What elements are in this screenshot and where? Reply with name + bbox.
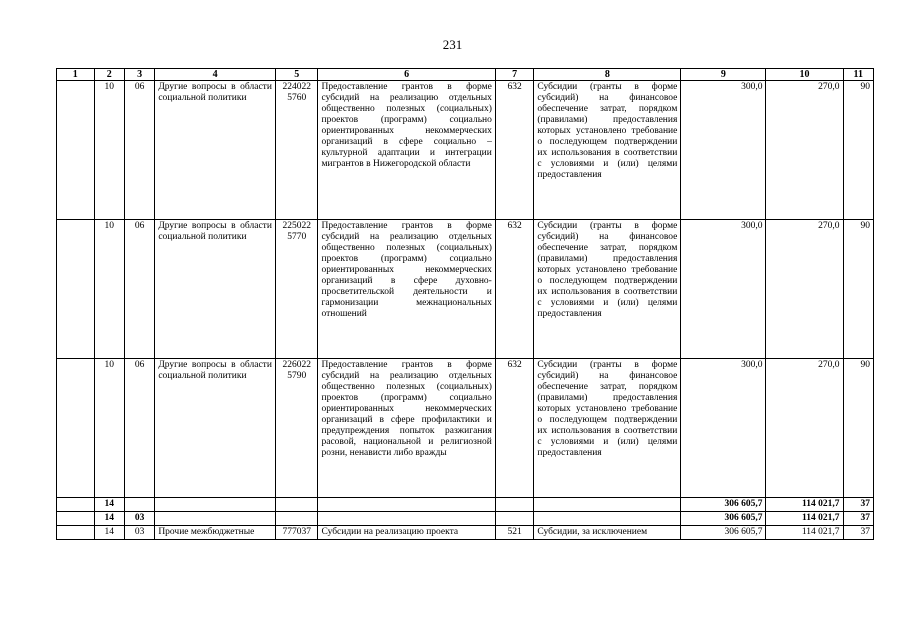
cell-section: 14 bbox=[94, 498, 124, 512]
cell-expense-name: Субсидии, за исключением bbox=[534, 526, 681, 540]
cell-subsection: 06 bbox=[124, 81, 154, 220]
cell-expense-name: Субсидии (гранты в форме субсидий) на финансовое обеспечение затрат, порядком (правилами) предоставления которых установлено требование о последующем подтверждении их использования в соответствии с условиями и (или) целями предоставления bbox=[534, 81, 681, 220]
cell-section: 14 bbox=[94, 526, 124, 540]
cell-percent: 90 bbox=[843, 220, 873, 359]
cell-subsection: 03 bbox=[124, 526, 154, 540]
cell-expense-name bbox=[534, 498, 681, 512]
cell-expense-name bbox=[534, 512, 681, 526]
cell-approved: 300,0 bbox=[681, 81, 766, 220]
cell-target-name: Субсидии на реализацию проекта bbox=[318, 526, 495, 540]
column-header: 1 bbox=[57, 69, 95, 81]
cell-section: 10 bbox=[94, 81, 124, 220]
column-header: 4 bbox=[155, 69, 276, 81]
cell-col1 bbox=[57, 220, 95, 359]
cell-target-name: Предоставление грантов в форме субсидий на реализацию отдельных общественно полезных (социальных) проектов (программ) социально ориентированных некоммерческих организаций в сфере социально – культурной адаптации и интеграции мигрантов в Нижегородской области bbox=[318, 81, 495, 220]
cell-expense-code: 521 bbox=[495, 526, 534, 540]
column-header: 9 bbox=[681, 69, 766, 81]
cell-subsection-name bbox=[155, 512, 276, 526]
cell-expense-code: 632 bbox=[495, 220, 534, 359]
cell-approved: 306 605,7 bbox=[681, 512, 766, 526]
column-header: 6 bbox=[318, 69, 495, 81]
table-row bbox=[57, 526, 874, 540]
cell-target-code bbox=[275, 498, 318, 512]
cell-section: 10 bbox=[94, 220, 124, 359]
cell-target-code: 226022 5790 bbox=[275, 359, 318, 498]
table-row bbox=[57, 220, 874, 359]
cell-section: 10 bbox=[94, 359, 124, 498]
cell-executed: 114 021,7 bbox=[766, 498, 843, 512]
cell-executed: 270,0 bbox=[766, 81, 843, 220]
subtotal-row bbox=[57, 512, 874, 526]
cell-approved: 300,0 bbox=[681, 220, 766, 359]
cell-target-code bbox=[275, 512, 318, 526]
column-header: 5 bbox=[275, 69, 318, 81]
cell-executed: 114 021,7 bbox=[766, 526, 843, 540]
table-row bbox=[57, 81, 874, 220]
cell-subsection-name: Другие вопросы в области социальной политики bbox=[155, 81, 276, 220]
cell-col1 bbox=[57, 81, 95, 220]
cell-expense-name: Субсидии (гранты в форме субсидий) на финансовое обеспечение затрат, порядком (правилами) предоставления которых установлено требование о последующем подтверждении их использования в соответствии с условиями и (или) целями предоставления bbox=[534, 359, 681, 498]
header-row bbox=[57, 69, 874, 81]
column-header: 10 bbox=[766, 69, 843, 81]
cell-percent: 90 bbox=[843, 81, 873, 220]
total-row bbox=[57, 498, 874, 512]
cell-expense-code bbox=[495, 512, 534, 526]
column-header: 3 bbox=[124, 69, 154, 81]
cell-approved: 300,0 bbox=[681, 359, 766, 498]
cell-expense-code bbox=[495, 498, 534, 512]
cell-target-code: 777037 bbox=[275, 526, 318, 540]
cell-col1 bbox=[57, 498, 95, 512]
column-header: 8 bbox=[534, 69, 681, 81]
cell-percent: 37 bbox=[843, 512, 873, 526]
cell-subsection: 06 bbox=[124, 220, 154, 359]
cell-col1 bbox=[57, 359, 95, 498]
page-number: 231 bbox=[442, 37, 463, 52]
cell-subsection-name: Другие вопросы в области социальной политики bbox=[155, 220, 276, 359]
cell-expense-code: 632 bbox=[495, 359, 534, 498]
cell-executed: 114 021,7 bbox=[766, 512, 843, 526]
cell-target-name bbox=[318, 498, 495, 512]
cell-subsection-name bbox=[155, 498, 276, 512]
cell-subsection: 06 bbox=[124, 359, 154, 498]
cell-section: 14 bbox=[94, 512, 124, 526]
column-header: 11 bbox=[843, 69, 873, 81]
cell-subsection: 03 bbox=[124, 512, 154, 526]
cell-subsection-name: Прочие межбюджетные bbox=[155, 526, 276, 540]
cell-target-name bbox=[318, 512, 495, 526]
cell-percent: 37 bbox=[843, 526, 873, 540]
cell-target-code: 224022 5760 bbox=[275, 81, 318, 220]
budget-table bbox=[56, 68, 874, 540]
cell-executed: 270,0 bbox=[766, 359, 843, 498]
column-header: 7 bbox=[495, 69, 534, 81]
cell-expense-code: 632 bbox=[495, 81, 534, 220]
cell-col1 bbox=[57, 526, 95, 540]
cell-target-code: 225022 5770 bbox=[275, 220, 318, 359]
cell-target-name: Предоставление грантов в форме субсидий на реализацию отдельных общественно полезных (социальных) проектов (программ) социально ориентированных некоммерческих организаций в сфере духовно-просветительской деятельности и гармонизации межнациональных отношений bbox=[318, 220, 495, 359]
column-header: 2 bbox=[94, 69, 124, 81]
cell-approved: 306 605,7 bbox=[681, 526, 766, 540]
cell-percent: 90 bbox=[843, 359, 873, 498]
cell-percent: 37 bbox=[843, 498, 873, 512]
cell-approved: 306 605,7 bbox=[681, 498, 766, 512]
cell-subsection bbox=[124, 498, 154, 512]
table-row bbox=[57, 359, 874, 498]
cell-executed: 270,0 bbox=[766, 220, 843, 359]
cell-col1 bbox=[57, 512, 95, 526]
cell-expense-name: Субсидии (гранты в форме субсидий) на финансовое обеспечение затрат, порядком (правилами) предоставления которых установлено требование о последующем подтверждении их использования в соответствии с условиями и (или) целями предоставления bbox=[534, 220, 681, 359]
cell-target-name: Предоставление грантов в форме субсидий на реализацию отдельных общественно полезных (социальных) проектов (программ) социально ориентированных некоммерческих организаций в сфере профилактики и предупреждения попыток разжигания расовой, национальной и религиозной розни, ненависти либо вражды bbox=[318, 359, 495, 498]
cell-subsection-name: Другие вопросы в области социальной политики bbox=[155, 359, 276, 498]
